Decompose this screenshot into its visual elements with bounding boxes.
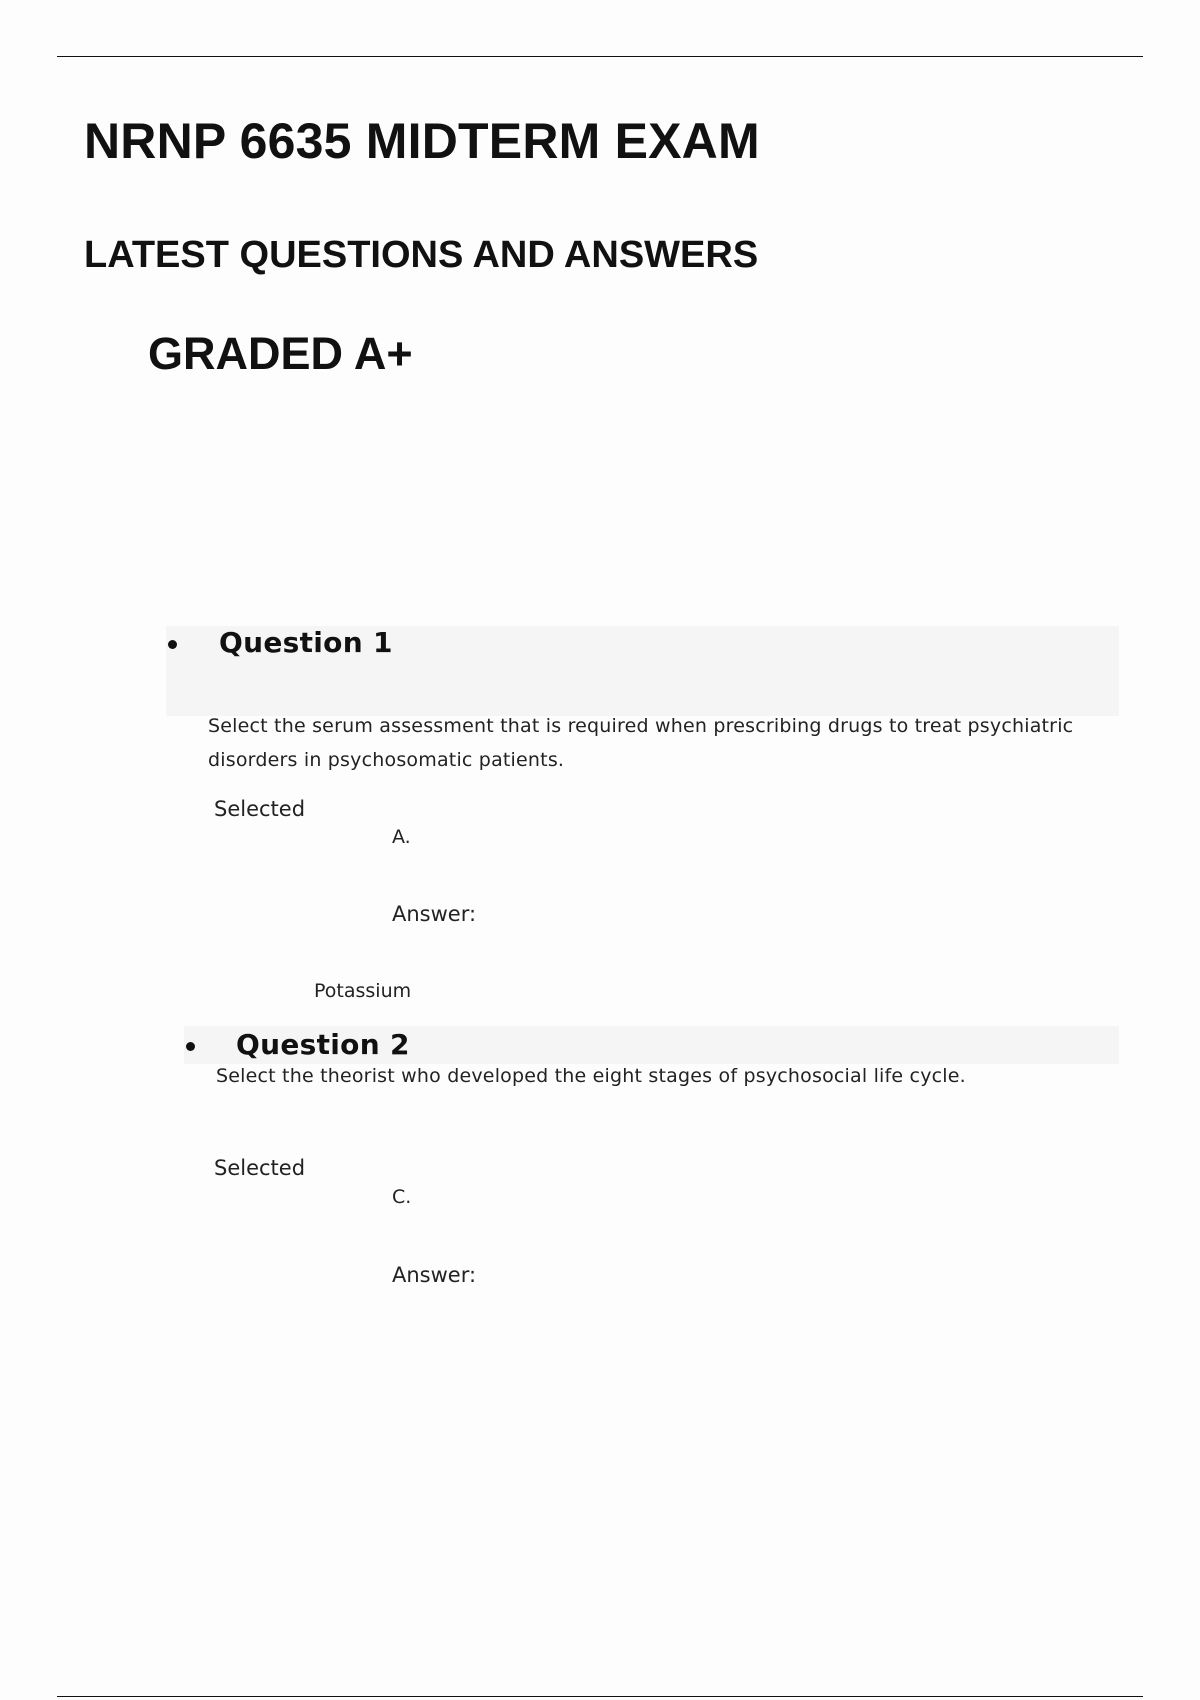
question-1-answer-value: Potassium (314, 980, 412, 1002)
question-2-title: Question 2 (236, 1028, 410, 1061)
question-2-answer-label: Answer: (392, 1263, 477, 1287)
top-rule (57, 56, 1143, 57)
bullet-icon (186, 1042, 195, 1051)
grade-heading: GRADED A+ (148, 328, 413, 379)
bottom-rule (57, 1696, 1143, 1697)
question-1-option-letter: A. (392, 826, 411, 848)
bullet-icon (168, 640, 177, 649)
question-1-answer-label: Answer: (392, 902, 477, 926)
question-1-title: Question 1 (219, 626, 393, 659)
question-1-text: Select the serum assessment that is required when prescribing drugs to treat psychiatric disorders in psychosomatic patients. (208, 715, 1074, 771)
question-2-text: Select the theorist who developed the eight stages of psychosocial life cycle. (216, 1065, 966, 1087)
document-title: NRNP 6635 MIDTERM EXAM (84, 113, 760, 169)
document-subtitle: LATEST QUESTIONS AND ANSWERS (84, 234, 759, 276)
question-1-selected-label: Selected (214, 797, 306, 821)
question-2-selected-label: Selected (214, 1156, 306, 1180)
question-2-option-letter: C. (392, 1186, 412, 1208)
